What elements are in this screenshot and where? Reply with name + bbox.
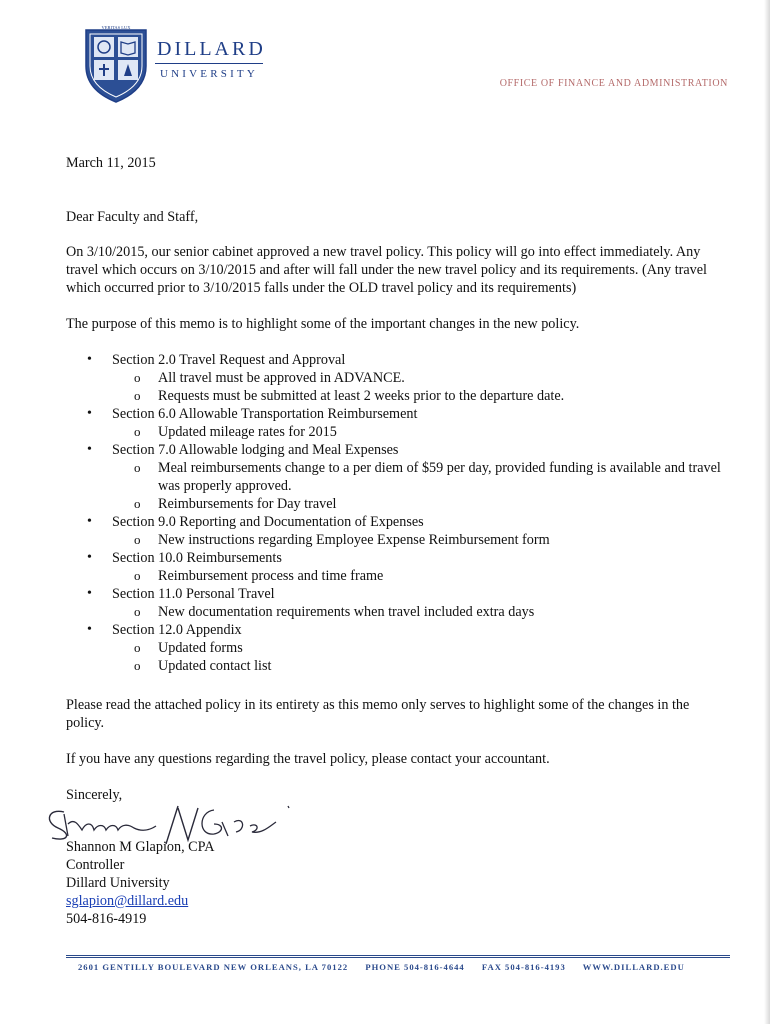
- footer-address: 2601 GENTILLY BOULEVARD NEW ORLEANS, LA 70122: [78, 962, 349, 972]
- list-item: o Reimbursements for Day travel: [112, 495, 726, 513]
- footer-contact: [78, 962, 699, 972]
- list-item: o Updated contact list: [112, 657, 726, 675]
- purpose-paragraph: The purpose of this memo is to highlight some of the important changes in the new policy.: [66, 316, 580, 332]
- footer-website: WWW.DILLARD.EDU: [582, 962, 685, 972]
- university-crest-logo: [82, 24, 150, 104]
- footer-fax: FAX 504-816-4193: [481, 962, 566, 972]
- list-item-section-12: [66, 621, 726, 675]
- university-subtitle: UNIVERSITY: [160, 68, 258, 80]
- list-item: o Requests must be submitted at least 2 weeks prior to the departure date.: [112, 387, 726, 405]
- signer-email-link[interactable]: sglapion@dillard.edu: [66, 893, 189, 909]
- list-item-section-11: [66, 585, 726, 621]
- closing-paragraph: Please read the attached policy in its entirety as this memo only serves to highlight some of the changes in the policy.: [66, 697, 690, 731]
- signer-title: Controller: [66, 857, 125, 873]
- footer-divider: [66, 957, 730, 958]
- list-item-section-10: [66, 549, 726, 585]
- list-item-section-9: [66, 513, 726, 549]
- signer-phone: 504-816-4919: [66, 911, 147, 927]
- signer-name: Shannon M Glapion, CPA: [66, 839, 215, 855]
- footer-phone: PHONE 504-816-4644: [365, 962, 465, 972]
- section-title: Section 9.0 Reporting and Documentation of Expenses: [112, 514, 424, 530]
- list-item: o All travel must be approved in ADVANCE.: [112, 369, 726, 387]
- intro-paragraph: On 3/10/2015, our senior cabinet approved a new travel policy. This policy will go into effect immediately. Any travel which occurs on 3/10/2015 and after will fall under the new travel policy and its requirements. (Any travel which occurred prior to 3/10/2015 falls under the OLD travel policy and its requirements): [66, 244, 707, 296]
- list-item-section-2: [66, 351, 726, 405]
- page-edge-shadow: [764, 0, 770, 1024]
- university-name: DILLARD: [157, 38, 266, 60]
- policy-changes-list: [66, 351, 726, 675]
- section-title: Section 6.0 Allowable Transportation Reimbursement: [112, 406, 418, 422]
- brand-divider: [155, 63, 263, 64]
- list-item: o New instructions regarding Employee Expense Reimbursement form: [112, 531, 726, 549]
- svg-text:VERITAS LUX: VERITAS LUX: [101, 25, 131, 30]
- list-item: o Meal reimbursements change to a per diem of $59 per day, provided funding is available and travel was properly approved.: [112, 459, 726, 495]
- section-title: Section 12.0 Appendix: [112, 622, 242, 638]
- letter-date: March 11, 2015: [66, 155, 156, 171]
- sincerely: Sincerely,: [66, 787, 123, 803]
- list-item-section-6: [66, 405, 726, 441]
- section-title: Section 7.0 Allowable lodging and Meal Expenses: [112, 442, 399, 458]
- questions-paragraph: If you have any questions regarding the travel policy, please contact your accountant.: [66, 751, 550, 767]
- footer-divider: [66, 955, 730, 956]
- signer-organization: Dillard University: [66, 875, 170, 891]
- salutation: Dear Faculty and Staff,: [66, 209, 199, 225]
- list-item: o Updated forms: [112, 639, 726, 657]
- section-title: Section 10.0 Reimbursements: [112, 550, 282, 566]
- office-name: OFFICE OF FINANCE AND ADMINISTRATION: [499, 78, 728, 89]
- list-item: o Reimbursement process and time frame: [112, 567, 726, 585]
- section-title: Section 2.0 Travel Request and Approval: [112, 352, 346, 368]
- section-title: Section 11.0 Personal Travel: [112, 586, 275, 602]
- list-item-section-7: [66, 441, 726, 513]
- list-item: o New documentation requirements when travel included extra days: [112, 603, 726, 621]
- list-item: o Updated mileage rates for 2015: [112, 423, 726, 441]
